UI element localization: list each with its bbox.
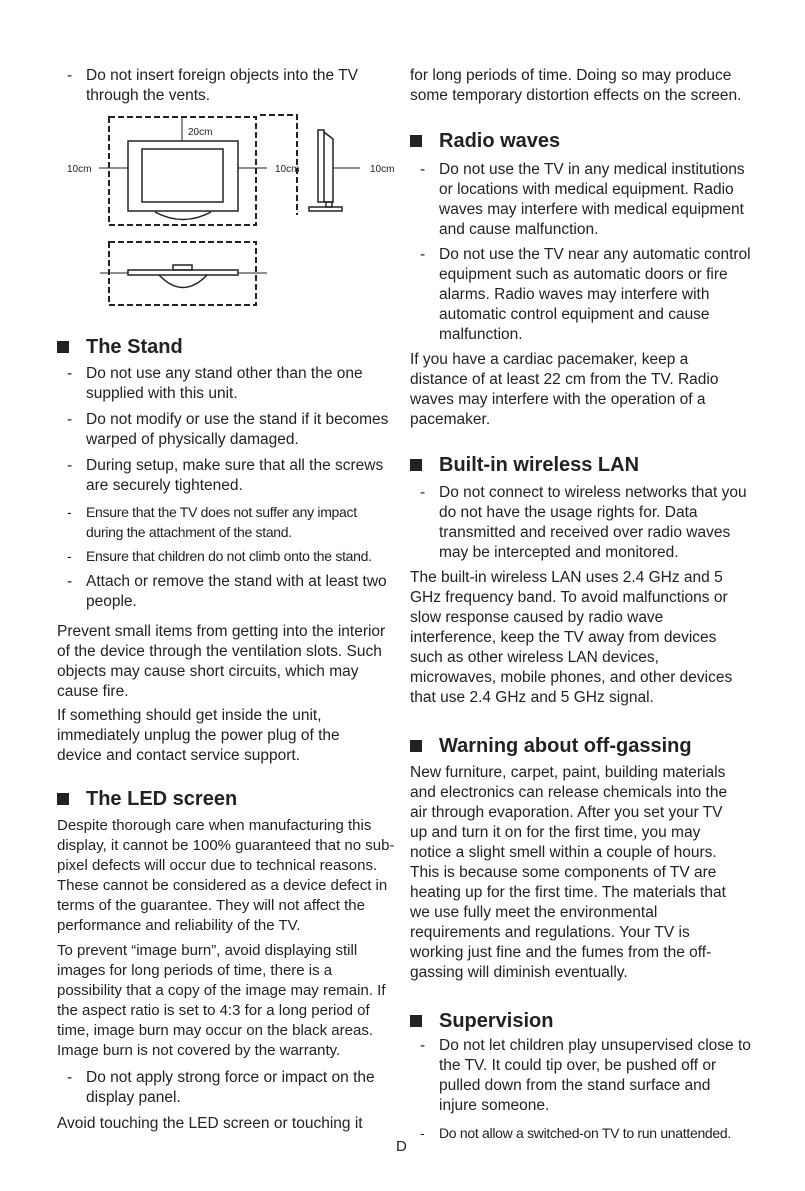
list-item: - Ensure that the TV does not suffer any impact during the attachment of the stand.	[57, 502, 396, 542]
list-item: - Attach or remove the stand with at least two people.	[57, 572, 398, 612]
list-item: - Do not allow a switched-on TV to run unattended.	[410, 1123, 769, 1143]
list-item: - Ensure that children do not climb onto the stand.	[57, 546, 406, 566]
list-item: - Do not use the TV in any medical institutions or locations with medical equipment. Radio waves may interfere with medical equipment and cause malfunction.	[410, 160, 751, 240]
paragraph: Despite thorough care when manufacturing this display, it cannot be 100% guaranteed that no sub-pixel defects will occur due to technical reasons. These cannot be considered as a device defect in terms of the guarantee. They will not affect the performance and reliability of the TV.	[57, 817, 395, 934]
heading-the-stand: The Stand	[57, 335, 183, 359]
heading-wireless-lan: Built-in wireless LAN	[410, 453, 639, 477]
label-top-clearance: 20cm	[188, 127, 213, 138]
ventilation-clearance-diagram	[55, 105, 405, 310]
label-rear-clearance: 10cm	[370, 164, 395, 175]
list-item: - Do not use the TV near any automatic control equipment such as automatic doors or fire alarms. Radio waves may interfere with automatic control equipment and cause malfunction.	[410, 245, 751, 345]
paragraph: If you have a cardiac pacemaker, keep a distance of at least 22 cm from the TV. Radio waves may interfere with the operation of a pacemaker.	[410, 351, 719, 428]
heading-radio-waves: Radio waves	[410, 129, 560, 153]
paragraph: for long periods of time. Doing so may produce some temporary distortion effects on the screen.	[410, 67, 742, 104]
paragraph: New furniture, carpet, paint, building materials and electronics can release chemicals into the air through evaporation. After you set your TV up and turn it on for the first time, you may notice a slight smell within a couple of hours. This is because some components of TV are heating up for the first time. The materials that we use fully meet the environmental requirements and regulations. Your TV is working just fine and the fumes from the off-gassing will diminish eventually.	[410, 764, 728, 981]
heading-supervision: Supervision	[410, 1009, 553, 1033]
label-side-clearance: 10cm	[275, 164, 300, 175]
page-letter: D	[396, 1138, 407, 1155]
label-left-clearance: 10cm	[67, 164, 92, 175]
list-item: - Do not modify or use the stand if it becomes warped of physically damaged.	[57, 410, 396, 450]
list-item: - Do not connect to wireless networks that you do not have the usage rights for. Data transmitted and received over radio waves may be intercepted and monitored.	[410, 483, 751, 563]
paragraph: If something should get inside the unit, immediately unplug the power plug of the device and contact service support.	[57, 707, 340, 764]
paragraph: Prevent small items from getting into the interior of the device through the ventilation slots. Such objects may cause short circuits, which may cause fire.	[57, 623, 386, 700]
list-item: - Do not apply strong force or impact on the display panel.	[57, 1068, 391, 1108]
list-item: - Do not let children play unsupervised close to the TV. It could tip over, be pushed off or pulled down from the stand surface and injure someone.	[410, 1036, 751, 1116]
list-item: - During setup, make sure that all the screws are securely tightened.	[57, 456, 396, 496]
list-item: - Do not insert foreign objects into the TV through the vents.	[57, 66, 386, 106]
paragraph: To prevent “image burn”, avoid displaying still images for long periods of time, there is a possibility that a copy of the image may remain. If the aspect ratio is set to 4:3 for a long period of time, image burn may occur on the black areas. Image burn is not covered by the warranty.	[57, 942, 386, 1059]
list-item: - Do not use any stand other than the one supplied with this unit.	[57, 364, 386, 404]
paragraph: The built-in wireless LAN uses 2.4 GHz and 5 GHz frequency band. To avoid malfunctions or slow response caused by radio wave interference, keep the TV away from devices such as other wireless LAN devices, microwaves, mobile phones, and other devices that use 2.4 GHz and 5 GHz signal.	[410, 569, 733, 706]
heading-off-gassing: Warning about off-gassing	[410, 734, 692, 758]
paragraph: Avoid touching the LED screen or touching it	[57, 1115, 363, 1132]
heading-led-screen: The LED screen	[57, 787, 237, 811]
